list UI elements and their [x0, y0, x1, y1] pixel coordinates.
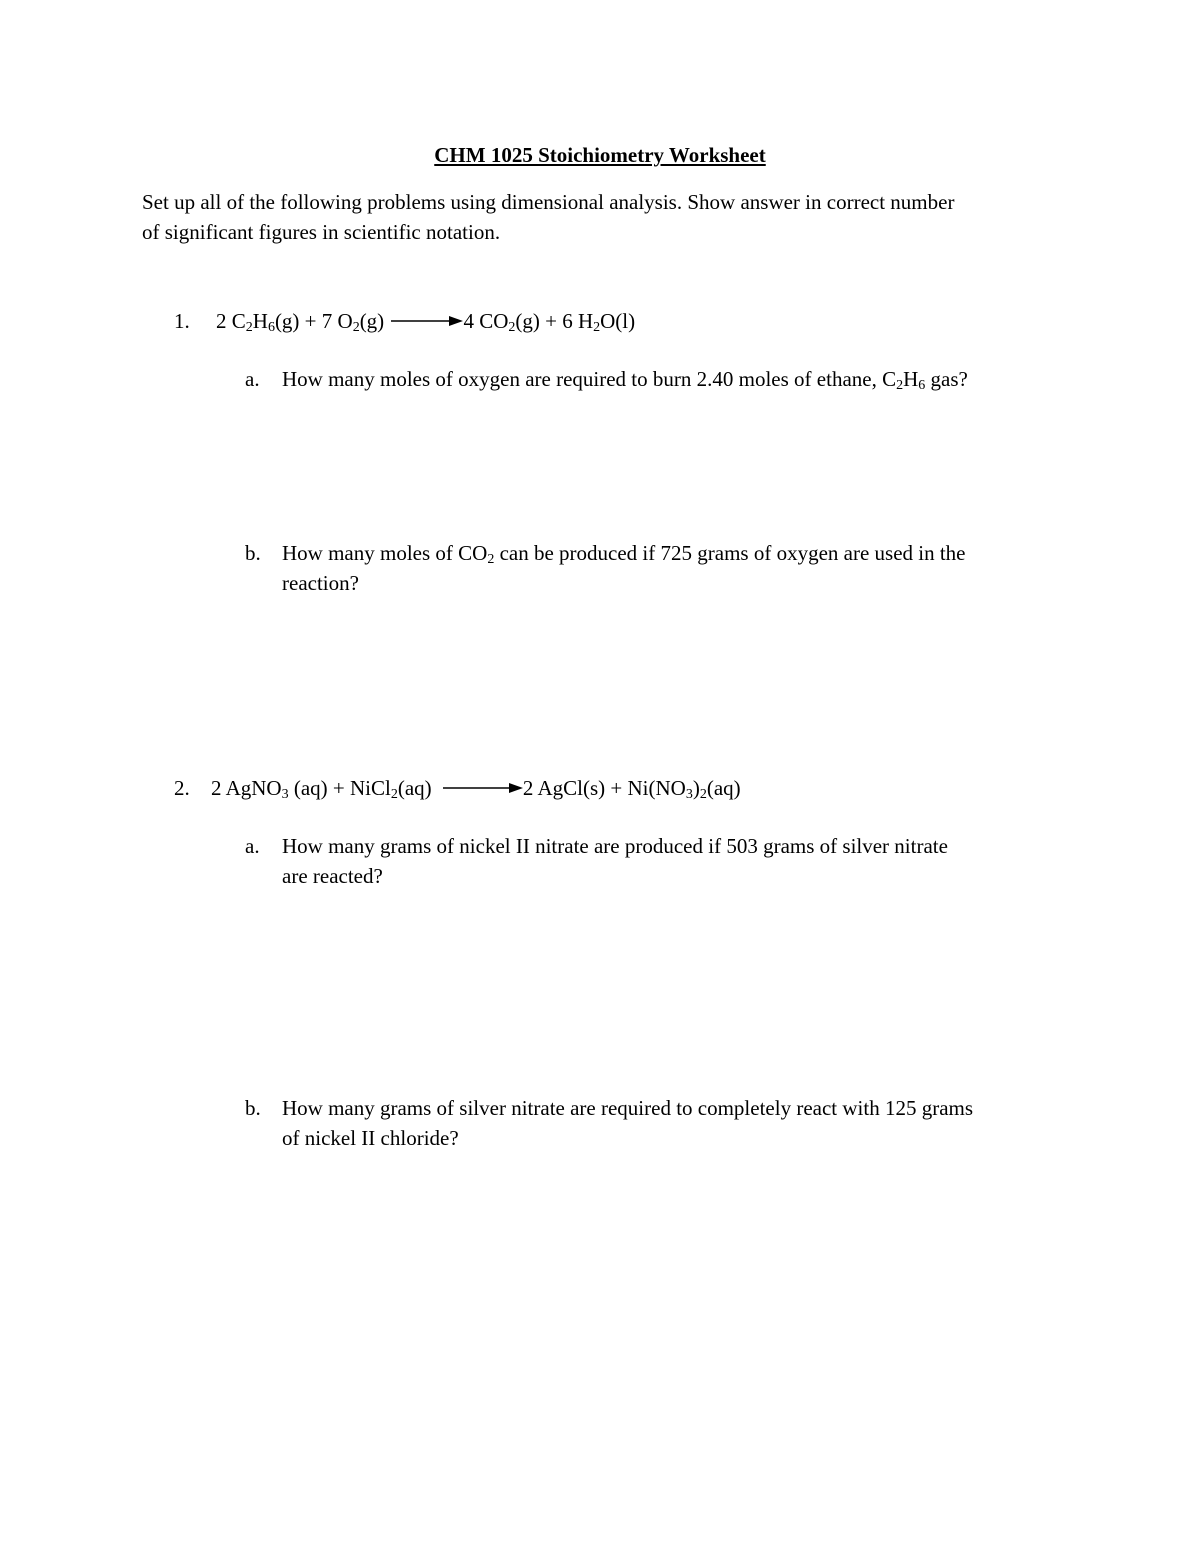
reaction-arrow-icon	[389, 315, 463, 327]
eq1-sub: 6	[267, 320, 275, 335]
question-2a-line-2: are reacted?	[282, 864, 383, 888]
eq1-sub: 2	[245, 320, 253, 335]
eq1-sub: 2	[508, 320, 516, 335]
reaction-arrow-icon	[443, 782, 523, 794]
eq2-sub: 2	[390, 787, 398, 802]
instructions	[142, 187, 1072, 247]
question-1a-post: gas?	[925, 367, 968, 391]
question-2a-label: a.	[245, 834, 260, 858]
question-2a-line-1: How many grams of nickel II nitrate are produced if 503 grams of silver nitrate	[282, 834, 948, 858]
eq1-text: O(l)	[600, 309, 636, 333]
eq1-text: (g)	[359, 309, 385, 333]
question-2b-line-1: How many grams of silver nitrate are required to completely react with 125 grams	[282, 1096, 974, 1120]
question-1b-text	[282, 538, 1072, 598]
instructions-line-2: of significant figures in scientific notation.	[142, 220, 501, 244]
eq2-product-1: 2 AgCl(s) + Ni(NO	[522, 776, 686, 800]
question-2b-line-2: of nickel II chloride?	[282, 1126, 459, 1150]
question-1a-pre: How many moles of oxygen are required to burn 2.40 moles of ethane, C	[282, 367, 897, 391]
question-1a-sub: 2	[896, 378, 904, 393]
question-1a-mid: H	[903, 367, 919, 391]
question-1b-pre: How many moles of CO	[282, 541, 488, 565]
question-1b-post: can be produced if 725 grams of oxygen are used in the	[494, 541, 966, 565]
eq1-sub: 2	[593, 320, 601, 335]
question-1a-sub: 6	[918, 378, 926, 393]
eq2-text: (aq) + NiCl	[288, 776, 391, 800]
eq2-sub: 3	[281, 787, 289, 802]
eq1-text: (g) + 6 H	[515, 309, 594, 333]
eq2-text: )	[692, 776, 700, 800]
instructions-line-1: Set up all of the following problems using dimensional analysis. Show answer in correct number	[142, 190, 955, 214]
eq2-sub: 3	[685, 787, 693, 802]
question-1a-label: a.	[245, 367, 260, 391]
question-2a-text	[282, 831, 1072, 891]
question-2b-label: b.	[245, 1096, 261, 1120]
question-1b-line-2: reaction?	[282, 571, 359, 595]
question-1b-sub: 2	[487, 552, 495, 567]
eq2-reactant-1: 2 AgNO	[211, 776, 282, 800]
problem-1-equation	[216, 306, 635, 336]
question-2b-text	[282, 1093, 1082, 1153]
question-1a-text	[282, 364, 968, 394]
question-1b-line-1	[282, 538, 1072, 568]
problem-2-number: 2.	[174, 776, 190, 800]
eq2-text: (aq)	[397, 776, 432, 800]
eq1-text: H	[252, 309, 268, 333]
eq1-reactant-1: 2 C	[216, 309, 246, 333]
question-1b-label: b.	[245, 541, 261, 565]
problem-1-number: 1.	[174, 309, 190, 333]
page-title: CHM 1025 Stoichiometry Worksheet	[434, 143, 766, 167]
eq1-text: (g) + 7 O	[274, 309, 353, 333]
eq2-text: (aq)	[706, 776, 741, 800]
eq2-sub: 2	[699, 787, 707, 802]
eq1-sub: 2	[352, 320, 360, 335]
eq1-product-1: 4 CO	[463, 309, 509, 333]
problem-2-equation	[211, 773, 741, 803]
